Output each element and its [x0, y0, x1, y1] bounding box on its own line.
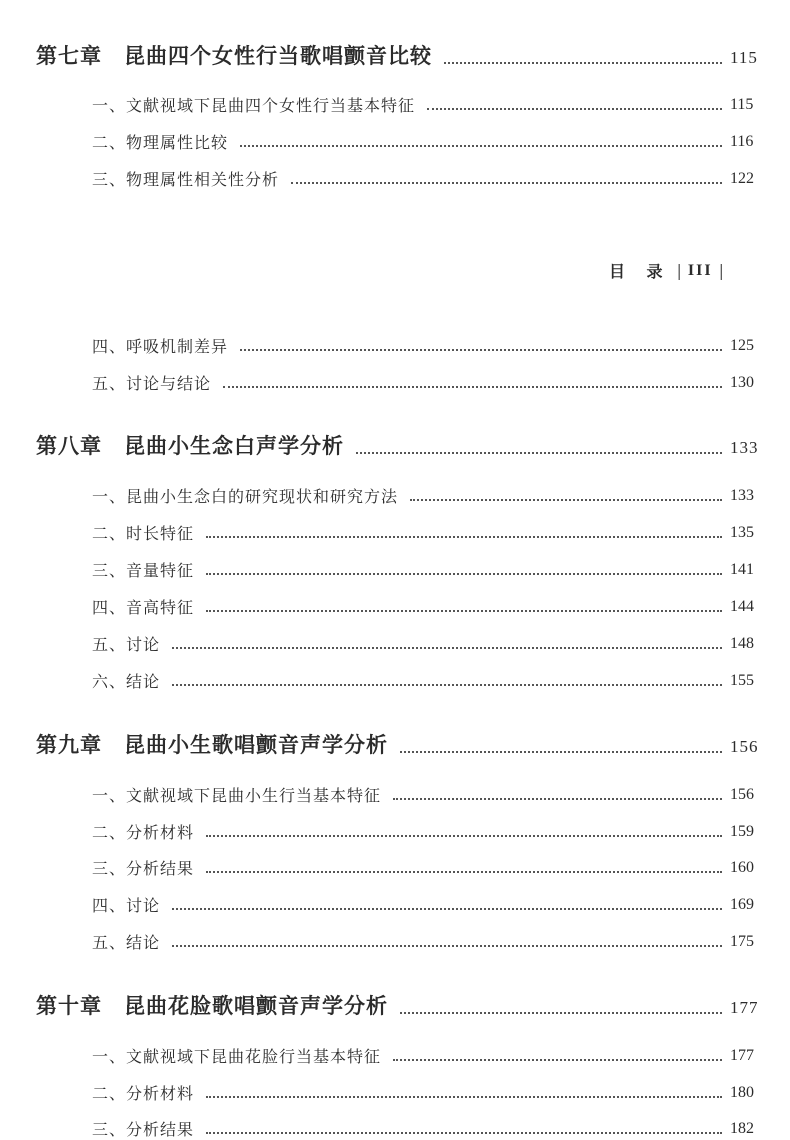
running-head-label: 目 录: [608, 262, 671, 281]
toc-section-entry[interactable]: [0, 166, 790, 190]
page-number: 141: [730, 561, 754, 578]
page-number: 115: [730, 96, 754, 113]
page-number: 156: [730, 737, 759, 756]
dot-leader: [206, 573, 722, 575]
dot-leader: [172, 647, 722, 649]
chapter-number: 第十章: [36, 993, 102, 1018]
toc-section-entry[interactable]: [0, 92, 790, 116]
page-number: 122: [730, 170, 754, 187]
page-number: 144: [730, 598, 754, 615]
page-number: 130: [730, 374, 754, 391]
dot-leader: [206, 871, 722, 873]
dot-leader: [172, 908, 722, 910]
page-number: 155: [730, 672, 754, 689]
page-number: 116: [730, 133, 754, 150]
section-title: 一、文献视域下昆曲花脸行当基本特征: [92, 1047, 382, 1066]
section-title: 二、物理属性比较: [92, 133, 229, 152]
dot-leader: [393, 798, 722, 800]
chapter-title: [0, 729, 388, 759]
chapter-title-text: 昆曲花脸歌唱颤音声学分析: [124, 993, 388, 1018]
toc-section-entry[interactable]: [0, 370, 790, 394]
toc-section-entry[interactable]: [0, 333, 790, 357]
dot-leader: [172, 945, 722, 947]
dot-leader: [356, 452, 722, 454]
section-title: 四、呼吸机制差异: [92, 337, 229, 356]
toc-section-entry[interactable]: [0, 129, 790, 153]
running-head: [609, 259, 730, 282]
page-number: 182: [730, 1120, 754, 1137]
dot-leader: [393, 1059, 722, 1061]
dot-leader: [240, 145, 722, 147]
section-title: 三、分析结果: [92, 859, 195, 878]
toc-section-entry[interactable]: [0, 668, 790, 692]
chapter-title-text: 昆曲小生念白声学分析: [124, 433, 344, 458]
chapter-number: 第八章: [36, 433, 102, 458]
dot-leader: [206, 1096, 722, 1098]
toc-section-entry[interactable]: [0, 819, 790, 843]
chapter-title: [0, 430, 344, 460]
dot-leader: [206, 610, 722, 612]
page-number: 159: [730, 823, 754, 840]
page-number: 160: [730, 859, 754, 876]
toc-section-entry[interactable]: [0, 782, 790, 806]
toc-section-entry[interactable]: [0, 483, 790, 507]
divider: |: [676, 261, 682, 280]
section-title: 一、文献视域下昆曲小生行当基本特征: [92, 786, 382, 805]
toc-section-entry[interactable]: [0, 892, 790, 916]
dot-leader: [223, 386, 722, 388]
dot-leader: [444, 62, 722, 64]
chapter-title: [0, 990, 388, 1020]
toc-chapter-entry[interactable]: [0, 990, 790, 1020]
toc-section-entry[interactable]: [0, 1043, 790, 1067]
dot-leader: [291, 182, 722, 184]
page-number: 115: [730, 48, 758, 67]
toc-section-entry[interactable]: [0, 594, 790, 618]
page-number: 135: [730, 524, 754, 541]
section-title: 六、结论: [92, 672, 161, 691]
chapter-number: 第九章: [36, 732, 102, 757]
dot-leader: [400, 1012, 722, 1014]
chapter-number: 第七章: [36, 43, 102, 68]
dot-leader: [410, 499, 722, 501]
toc-chapter-entry[interactable]: [0, 40, 790, 70]
section-title: 五、结论: [92, 933, 161, 952]
toc-section-entry[interactable]: [0, 929, 790, 953]
divider: |: [718, 261, 724, 280]
page-number: 156: [730, 786, 754, 803]
section-title: 二、分析材料: [92, 1084, 195, 1103]
chapter-title-text: 昆曲小生歌唱颤音声学分析: [124, 732, 388, 757]
section-title: 一、昆曲小生念白的研究现状和研究方法: [92, 487, 399, 506]
toc-section-entry[interactable]: [0, 557, 790, 581]
section-title: 二、分析材料: [92, 823, 195, 842]
dot-leader: [240, 349, 722, 351]
running-head-page: III: [687, 261, 713, 279]
page-number: 177: [730, 1047, 754, 1064]
section-title: 五、讨论: [92, 635, 161, 654]
chapter-title-text: 昆曲四个女性行当歌唱颤音比较: [124, 43, 432, 68]
section-title: 三、分析结果: [92, 1120, 195, 1139]
page-number: 148: [730, 635, 754, 652]
dot-leader: [206, 536, 722, 538]
chapter-title: [0, 40, 432, 70]
toc-section-entry[interactable]: [0, 1080, 790, 1104]
page-number: 133: [730, 438, 759, 457]
toc-chapter-entry[interactable]: [0, 430, 790, 460]
section-title: 五、讨论与结论: [92, 374, 212, 393]
section-title: 三、物理属性相关性分析: [92, 170, 280, 189]
section-title: 四、讨论: [92, 896, 161, 915]
dot-leader: [427, 108, 722, 110]
toc-section-entry[interactable]: [0, 631, 790, 655]
page-number: 169: [730, 896, 754, 913]
toc-chapter-entry[interactable]: [0, 729, 790, 759]
section-title: 一、文献视域下昆曲四个女性行当基本特征: [92, 96, 416, 115]
toc-section-entry[interactable]: [0, 520, 790, 544]
page-number: 180: [730, 1084, 754, 1101]
section-title: 二、时长特征: [92, 524, 195, 543]
dot-leader: [206, 835, 722, 837]
dot-leader: [206, 1132, 722, 1134]
section-title: 四、音高特征: [92, 598, 195, 617]
dot-leader: [172, 684, 722, 686]
page-number: 133: [730, 487, 754, 504]
toc-section-entry[interactable]: [0, 855, 790, 879]
page-number: 175: [730, 933, 754, 950]
section-title: 三、音量特征: [92, 561, 195, 580]
page-number: 177: [730, 998, 759, 1017]
toc-section-entry[interactable]: [0, 1116, 790, 1140]
page-number: 125: [730, 337, 754, 354]
dot-leader: [400, 751, 722, 753]
